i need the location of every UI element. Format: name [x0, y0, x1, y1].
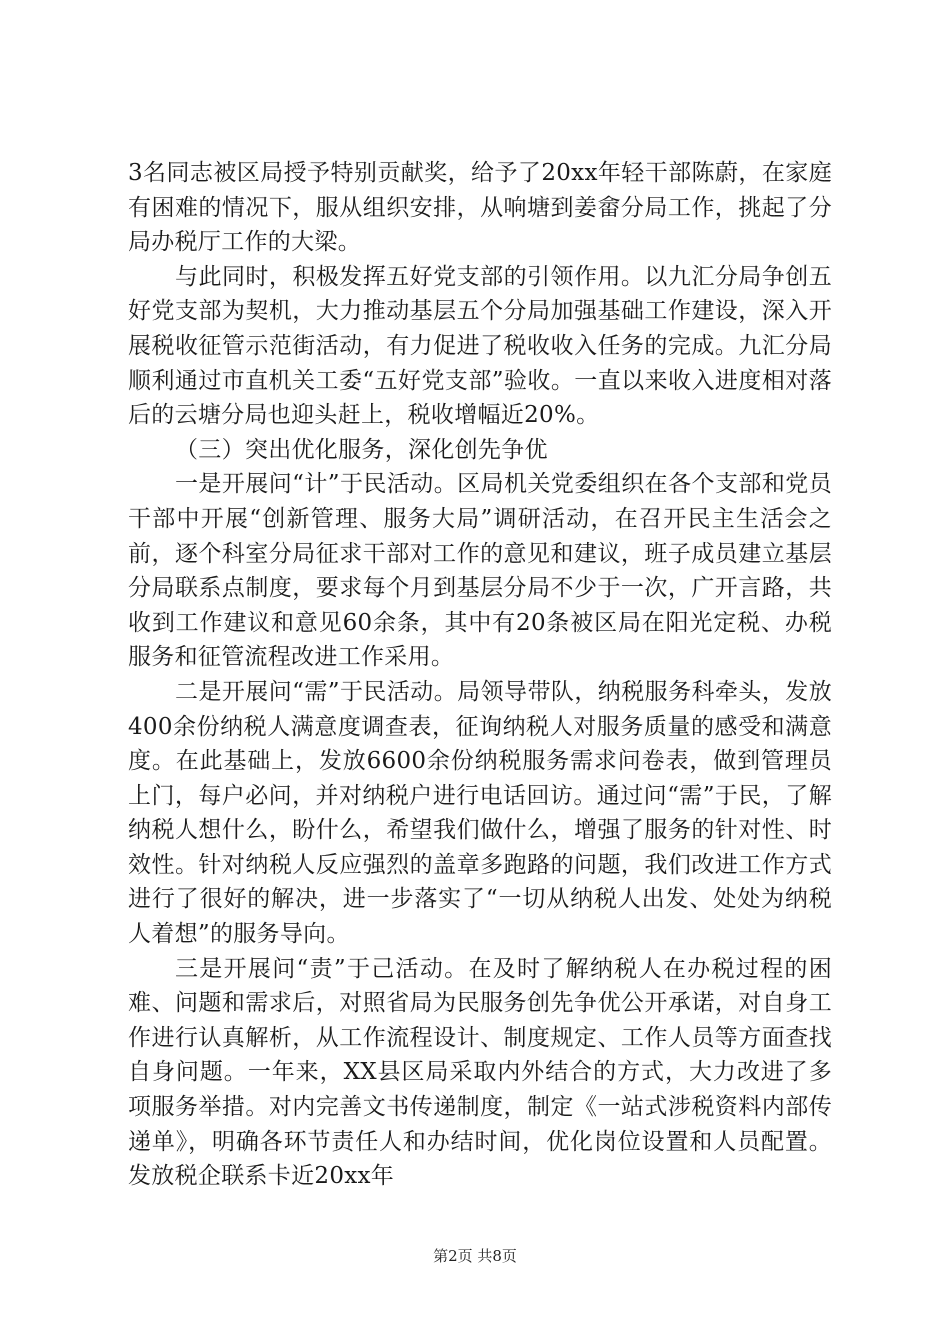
document-body — [128, 156, 832, 1194]
paragraph-ask-for-needs: 二是开展问“需”于民活动。局领导带队，纳税服务科牵头，发放400余份纳税人满意度调查表，征询纳税人对服务质量的感受和满意度。在此基础上，发放6600余份纳税服务需求问卷表，做到管理员上门，每户必问，并对纳税户进行电话回访。通过问“需”于民，了解纳税人想什么，盼什么，希望我们做什么，增强了服务的针对性、时效性。针对纳税人反应强烈的盖章多跑路的问题，我们改进工作方式进行了很好的解决，进一步落实了“一切从纳税人出发、处处为纳税人着想”的服务导向。 — [128, 678, 832, 948]
section-heading-three: （三）突出优化服务，深化创先争优 — [175, 436, 548, 463]
page-footer: 第2页 共8页 — [433, 1247, 517, 1265]
paragraph-ask-for-responsibility: 三是开展问“责”于己活动。在及时了解纳税人在办税过程的困难、问题和需求后，对照省局为民服务创先争优公开承诺，对自身工作进行认真解析，从工作流程设计、制度规定、工作人员等方面查找自身问题。一年来，XX县区局采取内外结合的方式，大力改进了多项服务举措。对内完善文书传递制度，制定《一站式涉税资料内部传递单》，明确各环节责任人和办结时间，优化岗位设置和人员配置。发放税企联系卡近20xx年 — [128, 955, 832, 1190]
paragraph-party-branch: 与此同时，积极发挥五好党支部的引领作用。以九汇分局争创五好党支部为契机，大力推动基层五个分局加强基础工作建设，深入开展税收征管示范街活动，有力促进了税收收入任务的完成。九汇分局顺利通过市直机关工委“五好党支部”验收。一直以来收入进度相对落后的云塘分局也迎头赶上，税收增幅近20%。 — [128, 263, 832, 429]
paragraph-ask-for-advice: 一是开展问“计”于民活动。区局机关党委组织在各个支部和党员干部中开展“创新管理、服务大局”调研活动，在召开民主生活会之前，逐个科室分局征求干部对工作的意见和建议，班子成员建立基层分局联系点制度，要求每个月到基层分局不少于一次，广开言路，共收到工作建议和意见60余条，其中有20条被区局在阳光定税、办税服务和征管流程改进工作采用。 — [128, 471, 832, 671]
paragraph-continuation: 3名同志被区局授予特别贡献奖，给予了20xx年轻干部陈蔚，在家庭有困难的情况下，服从组织安排，从响塘到姜畲分局工作，挑起了分局办税厅工作的大梁。 — [128, 160, 832, 256]
